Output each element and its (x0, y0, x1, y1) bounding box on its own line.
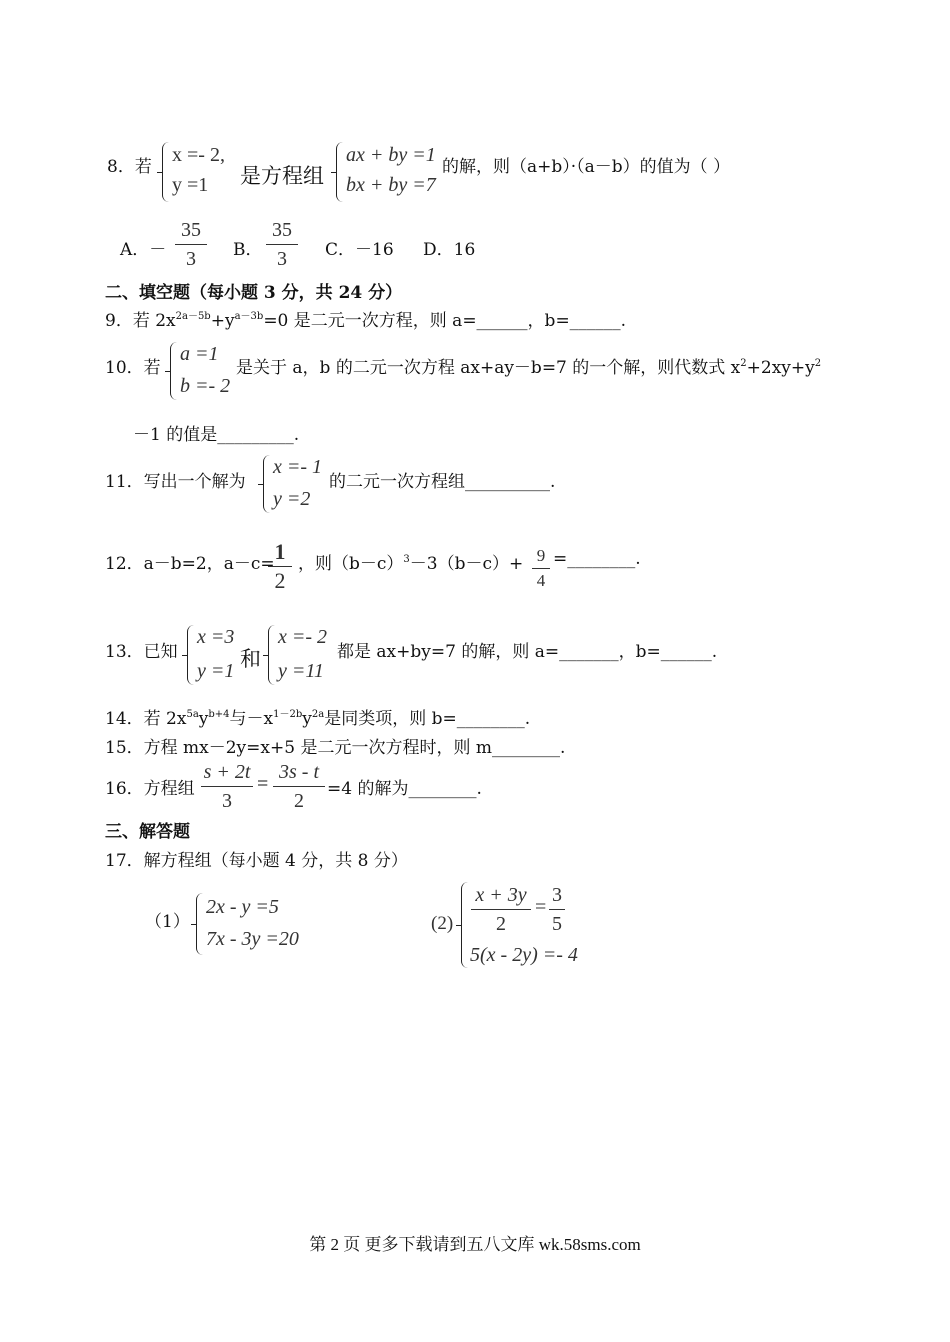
page-footer: 第 2 页 更多下载请到五八文库 wk.58sms.com (309, 1235, 641, 1254)
q12-fraction-2: 9 4 (532, 546, 550, 591)
q16-equals: = (257, 773, 269, 795)
q11-sys-row2: y =2 (273, 488, 311, 510)
q15: 15．方程 mx－2y=x+5 是二元一次方程时，则 m________. (105, 738, 566, 758)
section3-heading: 三、解答题 (105, 822, 190, 842)
q8-number: 8．若 (107, 157, 152, 177)
q13-sys2-row2: y =11 (278, 660, 324, 682)
q17-title: 17．解方程组（每小题 4 分，共 8 分） (105, 851, 408, 871)
q9: 9．若 $2x^{2a-5b}+y^{a-3b}=0$ 是二元一次方程，则 a=______，b=______. (105, 311, 627, 331)
q8-option-a-label: A．－ (120, 240, 167, 260)
q16-pre: 16．方程组 (105, 779, 195, 799)
section2-heading: 二、填空题（每小题 3 分，共 24 分） (105, 283, 403, 303)
q12-pre: 12．a－b=2，a－c= (105, 554, 275, 574)
q17-p2-equals: = (535, 896, 547, 918)
q8-option-a-fraction: 35 3 (175, 218, 207, 271)
q8-tail: 的解，则（a+b）·（a－b）的值为（ ） (442, 157, 731, 177)
q17-p1-row2: 7x - 3y =20 (206, 928, 299, 950)
q13-sys1-row2: y =1 (197, 660, 235, 682)
q16-fraction-2: 3s - t 2 (273, 760, 325, 813)
q8-option-d: D．16 (423, 240, 476, 260)
q8-option-b-label: B． (233, 240, 263, 260)
q12-tail: =________. (553, 549, 641, 569)
q8-sys1-row1: x =- 2, (172, 144, 225, 166)
q16-fraction-1: s + 2t 3 (201, 760, 253, 813)
q8-option-c: C．－16 (325, 240, 394, 260)
q13-and: 和 (240, 647, 261, 671)
q14: 14．若 $2x^{5a}y^{b+4}$与$-x^{1-2b}y^{2a}$是同类项，则 b=________. (105, 709, 531, 729)
q17-part1-label: （1） (145, 912, 190, 932)
q10-sys-row1: a =1 (180, 343, 219, 365)
q13-sys2-row1: x =- 2 (278, 626, 328, 648)
q16-tail: =4 的解为________. (327, 779, 482, 799)
q12-mid: ，则$(b-c)^3-3(b-c)+$ (298, 554, 524, 574)
q17-p2-fraction-right: 3 5 (549, 883, 565, 936)
q17-part2-label: (2) (431, 913, 454, 934)
q8-sys2-row2: bx + by =7 (346, 174, 436, 196)
q13-number: 13．已知 (105, 642, 178, 662)
q8-mid-text: 是方程组 (240, 164, 324, 188)
q17-p2-row2: 5(x - 2y) =- 4 (470, 944, 578, 966)
q11-number: 11．写出一个解为 (105, 472, 246, 492)
q10-sys-row2: b =- 2 (180, 375, 231, 397)
q11-sys-row1: x =- 1 (273, 456, 323, 478)
q8-sys2-row1: ax + by =1 (346, 144, 436, 166)
q10-number: 10．若 (105, 358, 161, 378)
q17-p1-row1: 2x - y =5 (206, 896, 279, 918)
q11-tail: 的二元一次方程组__________. (329, 472, 556, 492)
q13-sys1-row1: x =3 (197, 626, 235, 648)
q13-tail: 都是 ax+by=7 的解，则 a=_______，b=______. (337, 642, 718, 662)
q17-p2-fraction-left: x + 3y 2 (471, 883, 531, 936)
q8-sys1-row2: y =1 (172, 174, 209, 196)
q12-fraction-1: 1 2 (268, 540, 292, 593)
q10-tail: 是关于 a，b 的二元一次方程 ax+ay－b=7 的一个解，则代数式 $x^2+2xy+y^2$ (236, 358, 822, 378)
q10-line2: －1 的值是_________. (133, 425, 300, 445)
q8-option-b-fraction: 35 3 (266, 218, 298, 271)
